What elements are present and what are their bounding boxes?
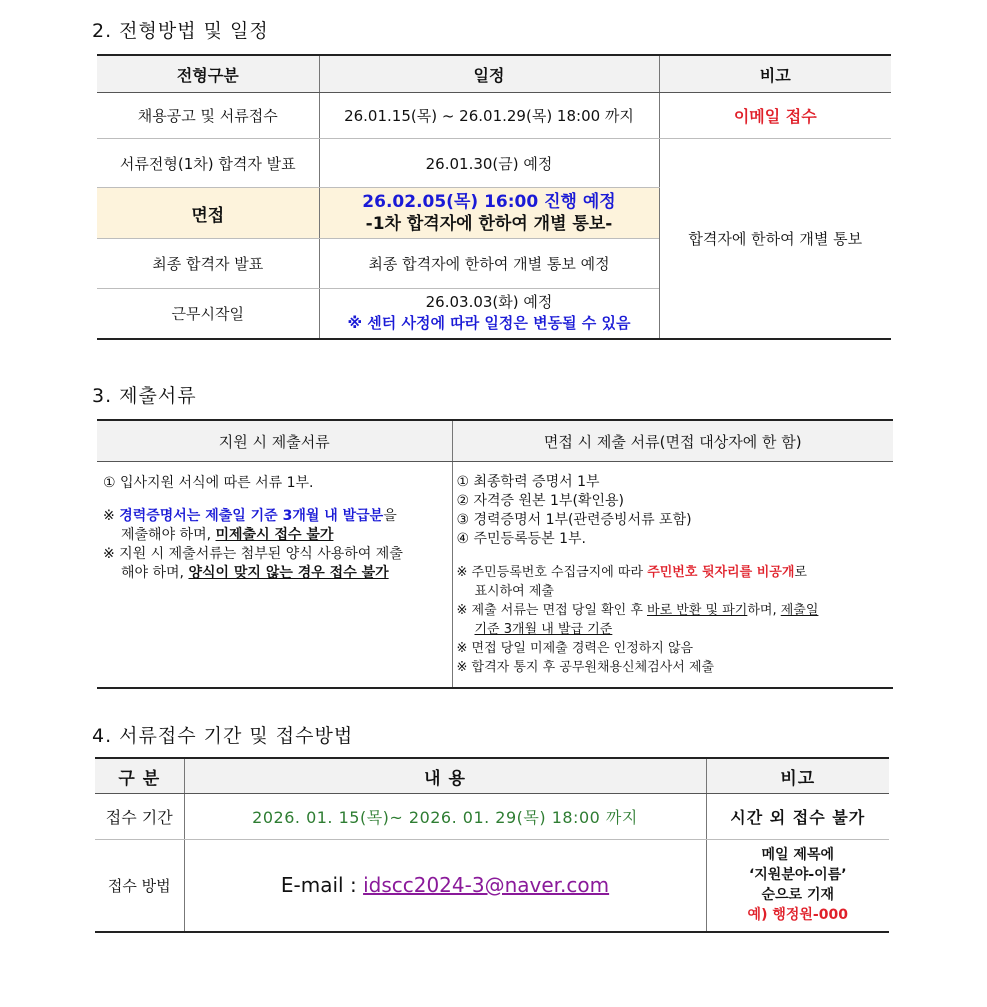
note-highlight: 주민번호 뒷자리를 비공개 xyxy=(647,565,795,580)
list-item: 기준 3개월 내 발급 기준 xyxy=(474,622,613,637)
method-cell xyxy=(184,840,706,932)
email-label: E-mail : xyxy=(280,873,364,898)
documents-table xyxy=(97,419,893,689)
section3-title: 3. 제출서류 xyxy=(92,385,197,407)
note-text: ※ 제출 서류는 면접 당일 확인 후 xyxy=(456,603,648,618)
note-text: 하며, xyxy=(747,603,781,618)
col-header: 내 용 xyxy=(184,758,706,794)
list-item: ④ 주민등록등본 1부. xyxy=(456,531,586,547)
stage-cell: 서류전형(1차) 합격자 발표 xyxy=(97,139,319,188)
section2-title: 2. 전형방법 및 일정 xyxy=(92,20,269,42)
list-item: ① 최종학력 증명서 1부 xyxy=(456,474,600,490)
schedule-cell: 26.01.30(금) 예정 xyxy=(319,139,659,188)
list-item: ※ 지원 시 제출서류는 첨부된 양식 사용하여 제출 xyxy=(103,546,403,562)
note-underline: 제출일 xyxy=(780,603,819,618)
list-item xyxy=(457,563,894,582)
list-item: ② 자격증 원본 1부(확인용) xyxy=(456,493,624,509)
stage-cell: 최종 합격자 발표 xyxy=(97,239,319,289)
note-example: 예) 행정원-000 xyxy=(747,907,848,924)
list-item: ※ 면접 당일 미제출 경력은 인정하지 않음 xyxy=(456,641,694,656)
note-line: 순으로 기재 xyxy=(761,887,834,904)
apply-docs-cell xyxy=(97,462,452,688)
interview-date: 26.02.05(목) 16:00 진행 예정 xyxy=(362,192,616,212)
table-row xyxy=(97,462,893,688)
note-emphasis: 미제출시 접수 불가 xyxy=(215,527,334,543)
col-header: 비고 xyxy=(659,55,891,93)
note-emphasis: 양식이 맞지 않는 경우 접수 불가 xyxy=(188,565,389,581)
col-header: 전형구분 xyxy=(97,55,319,93)
list-item xyxy=(103,507,452,526)
note-cell: 시간 외 접수 불가 xyxy=(706,794,889,840)
list-item: ※ 합격자 통지 후 공무원채용신체검사서 제출 xyxy=(456,660,715,675)
section4-title: 4. 서류접수 기간 및 접수방법 xyxy=(92,725,354,747)
note-line: ‘지원분야-이름’ xyxy=(748,867,847,884)
schedule-cell xyxy=(319,188,659,239)
list-item: ③ 경력증명서 1부(관련증빙서류 포함) xyxy=(456,512,692,528)
col-header: 구 분 xyxy=(95,758,184,794)
spacer xyxy=(457,549,894,563)
spacer xyxy=(103,493,452,507)
note-cell xyxy=(706,840,889,932)
table-header-row xyxy=(95,758,889,794)
schedule-cell: 26.01.15(목) ~ 26.01.29(목) 18:00 까지 xyxy=(319,93,659,139)
schedule-table xyxy=(97,54,891,340)
stage-cell: 근무시작일 xyxy=(171,304,244,323)
table-header-row xyxy=(97,55,891,93)
start-date: 26.03.03(화) 예정 xyxy=(425,293,553,312)
note-highlight: 경력증명서는 제출일 기준 3개월 내 발급분 xyxy=(119,508,384,524)
schedule-cell xyxy=(319,289,659,339)
col-header: 일정 xyxy=(319,55,659,93)
note-text: 해야 하며, xyxy=(121,565,189,581)
note-mark: ※ xyxy=(103,508,120,524)
note-underline: 바로 반환 및 파기 xyxy=(647,603,748,618)
interview-notice: -1차 합격자에 한하여 개별 통보- xyxy=(365,214,613,234)
label-cell: 접수 기간 xyxy=(95,794,184,840)
list-item xyxy=(103,564,452,583)
start-date-note: ※ 센터 사정에 따라 일정은 변동될 수 있음 xyxy=(347,314,631,333)
merged-note-cell: 합격자에 한하여 개별 통보 xyxy=(659,139,891,339)
label-cell: 접수 방법 xyxy=(107,876,171,895)
note-text: 제출해야 하며, xyxy=(121,527,216,543)
table-row xyxy=(97,93,891,139)
note-text: 을 xyxy=(383,508,397,524)
schedule-cell: 최종 합격자에 한하여 개별 통보 예정 xyxy=(319,239,659,289)
stage-cell: 채용공고 및 서류접수 xyxy=(97,93,319,139)
period-cell: 2026. 01. 15(목)~ 2026. 01. 29(목) 18:00 까지 xyxy=(184,794,706,840)
note-text: 로 xyxy=(794,565,807,580)
list-item: 표시하여 제출 xyxy=(474,584,554,599)
stage-cell: 면접 xyxy=(97,188,319,239)
note-text: ※ 주민등록번호 수집금지에 따라 xyxy=(456,565,648,580)
note-cell: 이메일 접수 xyxy=(659,93,891,139)
list-item: ① 입사지원 서식에 따른 서류 1부. xyxy=(103,475,314,491)
note-line: 메일 제목에 xyxy=(761,847,834,864)
table-row xyxy=(95,794,889,840)
list-item xyxy=(457,601,894,620)
email-link[interactable]: idscc2024-3@naver.com xyxy=(363,873,610,898)
col-header: 지원 시 제출서류 xyxy=(97,420,452,462)
col-header: 면접 시 제출 서류(면접 대상자에 한 함) xyxy=(452,420,893,462)
col-header: 비고 xyxy=(706,758,889,794)
table-row xyxy=(95,840,889,932)
interview-docs-cell xyxy=(452,462,893,688)
table-row xyxy=(97,139,891,188)
table-header-row xyxy=(97,420,893,462)
submission-table xyxy=(95,757,889,933)
list-item xyxy=(103,526,452,545)
